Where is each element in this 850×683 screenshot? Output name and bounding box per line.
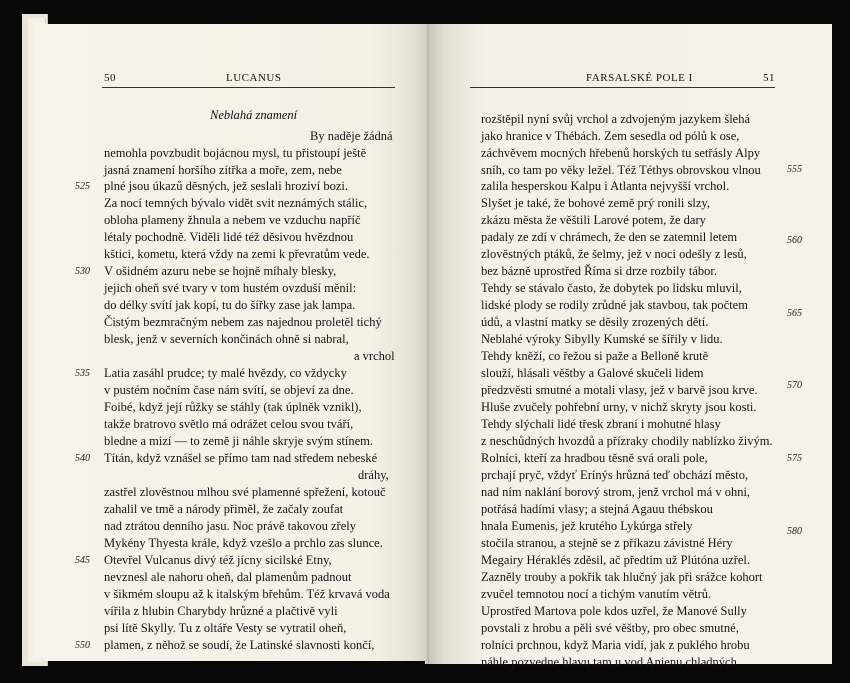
text-line: nevznesl ale nahoru oheň, dal plamenům padnout: [104, 570, 352, 584]
right-header-rule: [470, 87, 775, 88]
line-number: 530: [75, 266, 90, 277]
text-line: Uprostřed Martova pole kdos uzřel, že Manové Sully: [481, 604, 747, 618]
text-line: prchají pryč, vždyť Erínýs hrůzná teď obchází město,: [481, 468, 749, 482]
text-line: hnala Eumenis, jež krutého Lykúrga střely: [481, 519, 693, 533]
section-title: Neblahá znamení: [210, 108, 298, 122]
text-line: psi lítě Skylly. Tu z oltáře Vesty se vytratil oheň,: [104, 621, 347, 635]
text-line: rolníci prchnou, když Maria vidí, jak z puklého hrobu: [481, 638, 750, 652]
right-running-head: FARSALSKÉ POLE I: [586, 72, 693, 84]
text-line: takže bratrovo světlo má odrážet celou svou tváří,: [104, 417, 354, 431]
text-line: stočila stranou, a stejně se z příkazu závistné Héry: [481, 536, 733, 550]
line-number: 580: [787, 526, 802, 537]
text-line: Čistým bezmračným nebem zas najednou proletěl tichý: [104, 315, 382, 329]
text-line: By naděje žádná: [310, 129, 393, 143]
text-line: blesk, jenž v severních končinách ohně si nabral,: [104, 332, 349, 346]
text-line: Megairy Héraklés zděsil, ač předtím už Plútóna uzřel.: [481, 553, 751, 567]
line-number: 575: [787, 453, 802, 464]
line-number: 535: [75, 368, 90, 379]
text-line: Hluše zvučely pohřební urny, v nichž skryty jsou kosti.: [481, 400, 757, 414]
text-line: létaly pochodně. Viděli lidé též děsivou hvězdnou: [104, 230, 354, 244]
line-number: 545: [75, 555, 90, 566]
text-line: zlověstných ptáků, že šelmy, jež v noci odešly z lesů,: [481, 247, 747, 261]
text-line: jasná znamení horšího zítřka a moře, zem, nebe: [104, 163, 342, 177]
text-line: Mykény Thyesta krále, když vzešlo a prchlo zas slunce.: [104, 536, 383, 550]
text-line: obloha plameny žhnula a nebem ve vzduchu napříč: [104, 213, 361, 227]
text-line: zastřel zlověstnou mlhou své plamenné spřežení, kotouč: [104, 485, 386, 499]
text-line: jako hranice v Thébách. Zem sesedla od pólů k ose,: [481, 129, 740, 143]
text-line: Títán, když vznášel se přímo tam nad středem nebeské: [104, 451, 378, 465]
right-page-number: 51: [763, 72, 775, 84]
text-line: povstali z hrobu a pěli své věštby, pro obec smutné,: [481, 621, 739, 635]
text-line: potřásá hadími vlasy; a stejná Agauu thébskou: [481, 502, 713, 516]
text-line: zahalil ve tmě a národy přiměl, že začaly zoufat: [104, 502, 344, 516]
text-line: Tehdy slýchali lidé třesk zbraní i mohutné hlasy: [481, 417, 721, 431]
text-line: Otevřel Vulcanus divý též jícny sicilské Etny,: [104, 553, 332, 567]
line-number: 570: [787, 380, 802, 391]
line-number: 550: [75, 640, 90, 651]
left-header-rule: [102, 87, 395, 88]
line-number: 525: [75, 181, 90, 192]
text-line: Neblahé výroky Sibylly Kumské se šířily v lidu.: [481, 332, 723, 346]
text-line: Za nocí temných bývalo vidět svit neznámých stálic,: [104, 196, 368, 210]
text-line: zkázu města že věštili Larové potem, že dary: [481, 213, 706, 227]
text-line: rozštěpil nyní svůj vrchol a zdvojeným jazykem šlehá: [481, 112, 751, 126]
text-line: dráhy,: [358, 468, 389, 482]
text-line: zvučel temnotou nocí a tichým vanutím větrů.: [481, 587, 712, 601]
text-line: sníh, co tam po věky ležel. Též Téthys obrovskou vlnou: [481, 163, 761, 177]
text-line: do délky svítí jak kopí, tu do šířky zase jak lampa.: [104, 298, 356, 312]
text-line: lidské plody se rodily zrůdné jak stavbou, tak počtem: [481, 298, 748, 312]
text-line: Rolníci, kteří za hradbou těsně svá orali pole,: [481, 451, 708, 465]
text-line: v šikmém sloupu až k italským břehům. Též krvavá voda: [104, 587, 390, 601]
line-number: 555: [787, 164, 802, 175]
text-line: vířila z hlubin Charybdy hrůzné a plačtivě vyli: [104, 604, 338, 618]
text-line: zalila hesperskou Kalpu i Atlanta nejvyšší vrchol.: [481, 179, 730, 193]
text-line: Tehdy kněží, co řežou si paže a Belloně krutě: [481, 349, 709, 363]
text-line: a vrchol: [354, 349, 395, 363]
text-line: nemohla povzbudit bojácnou mysl, tu přistoupí ještě: [104, 146, 367, 160]
text-line: jejich oheň své tvary v tom hustém ovzduší měnil:: [104, 281, 357, 295]
line-number: 540: [75, 453, 90, 464]
text-line: bledne a mizí — to země ji náhle skryje svým stínem.: [104, 434, 374, 448]
text-line: předzvěsti smutné a motali vlasy, jež v barvě jsou krve.: [481, 383, 758, 397]
text-line: slouží, hlásali věštby a Galové skučeli lidem: [481, 366, 704, 380]
left-running-head: LUCANUS: [226, 72, 282, 84]
text-line: Latia zasáhl prudce; ty malé hvězdy, co vždycky: [104, 366, 347, 380]
text-line: z neschůdných hvozdů a přízraky chodily nablízko živým.: [481, 434, 773, 448]
text-line: nad ním naklání borový strom, jenž vrchol má v ohni,: [481, 485, 751, 499]
left-page-number: 50: [104, 72, 116, 84]
text-line: bez bázně uprostřed Říma si drze rozbily tábor.: [481, 264, 718, 278]
line-number: 565: [787, 308, 802, 319]
text-line: v pustém nočním čase nám svítí, se objeví za dne.: [104, 383, 354, 397]
text-line: záchvěvem mocných hřebenů horských tu setřásly Alpy: [481, 146, 761, 160]
text-line: Slyšet je také, že bohové země prý ronili slzy,: [481, 196, 710, 210]
text-line: Zazněly trouby a pokřik tak hlučný jak při srážce kohort: [481, 570, 763, 584]
text-line: nad ztrátou denního jasu. Noc právě takovou zřely: [104, 519, 356, 533]
line-number: 560: [787, 235, 802, 246]
text-line: padaly ze zdí v chrámech, že den se zatemnil letem: [481, 230, 738, 244]
text-line: plamen, z něhož se soudí, že Latinské slavnosti končí,: [104, 638, 375, 652]
text-line: náhle pozvedne hlavu tam u vod Anienu chladných.: [481, 655, 740, 669]
text-line: údů, a vlastní matky se děsily zrozených dětí.: [481, 315, 709, 329]
text-line: plné jsou úkazů děsných, jež seslali hroziví bozi.: [104, 179, 349, 193]
text-line: V ošidném azuru nebe se hojně míhaly blesky,: [104, 264, 337, 278]
text-line: Tehdy se stávalo často, že dobytek po lidsku mluvil,: [481, 281, 742, 295]
text-line: kštici, kometu, která vždy na zemi k převratům vede.: [104, 247, 370, 261]
text-line: Foibé, když její růžky se stáhly (tak úplněk vznikl),: [104, 400, 362, 414]
